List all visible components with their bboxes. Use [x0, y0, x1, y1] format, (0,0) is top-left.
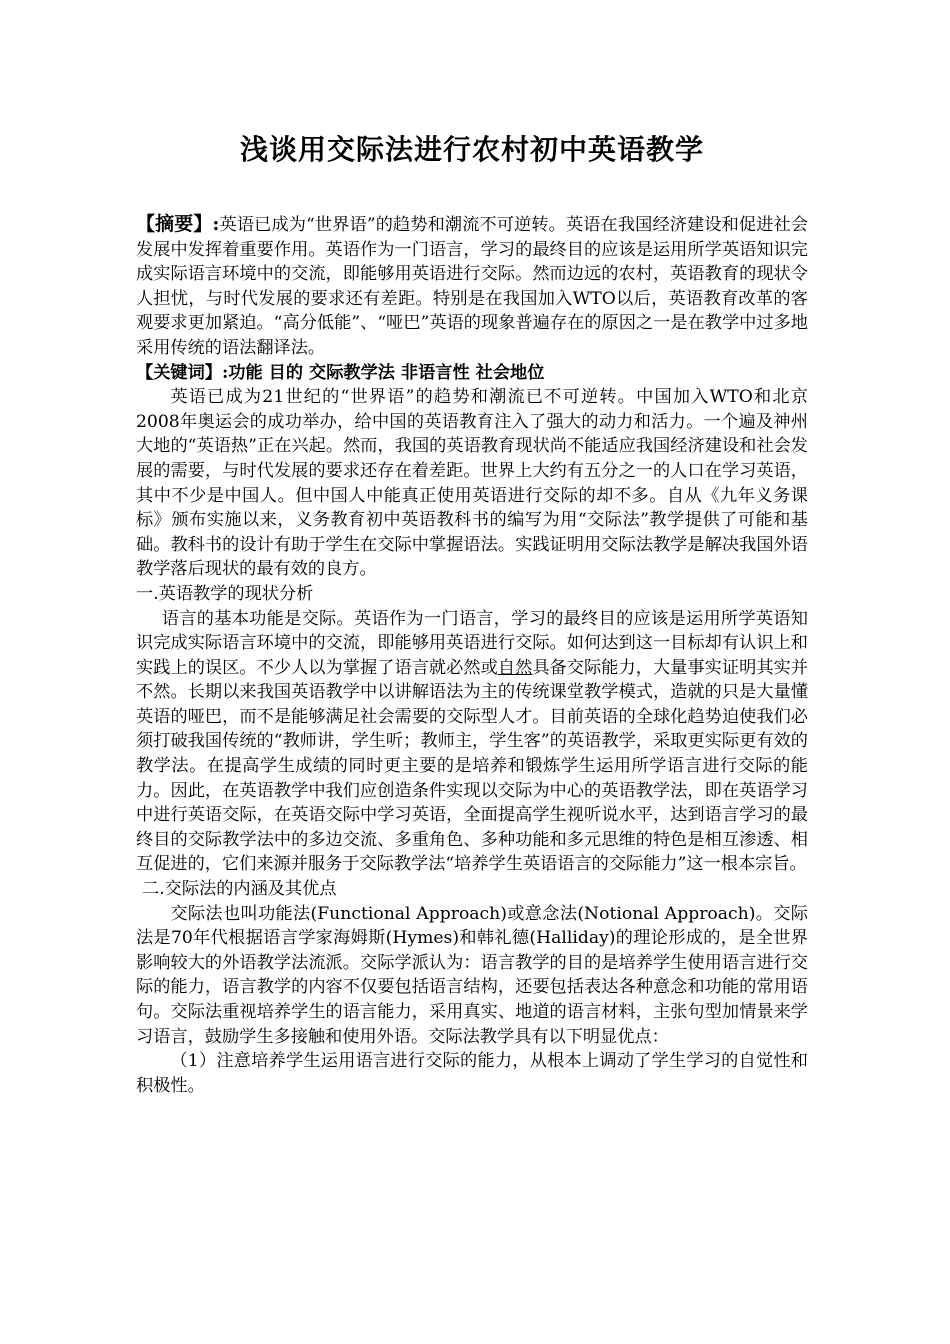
abstract-text: 英语已成为“世界语”的趋势和潮流不可逆转。英语在我国经济建设和促进社会发展中发挥着重要作用。英语作为一门语言，学习的最终目的应该是运用所学英语知识完成实际语言环境中的交流，即能够用英语进行交际。然而边远的农村，英语教育的现状令人担忧，与时代发展的要求还有差距。特别是在我国加入WTO以后，英语教育改革的客观要求更加紧迫。“高分低能”、“哑巴”英语的现象普遍存在的原因之一是在教学中过多地采用传统的语法翻译法。	[136, 215, 809, 358]
section-2-heading: 二.交际法的内涵及其优点	[142, 879, 337, 900]
keywords-text: 功能 目的 交际教学法 非语言性 社会地位	[228, 362, 545, 383]
section-1-paragraph	[136, 607, 808, 878]
keywords-line	[136, 361, 808, 386]
section-1-text-before: 语言的基本功能是交际。英语作为一门语言，学习的最终目的应该是运用所学英语知识完成实际语言环境中的交流，即能够用英语进行交际。如何达到这一目标却有认识上和实践上的误区。不少人以为掌握了语言就必然或	[136, 608, 808, 678]
section-1-underlined-word: 自然	[497, 657, 533, 678]
abstract-paragraph	[136, 212, 808, 361]
section-1-heading: 一.英语教学的现状分析	[136, 583, 314, 604]
keywords-label: 【关键词】:	[136, 362, 229, 383]
section-2-paragraph: 交际法也叫功能法(Functional Approach)或意念法(Notional Approach)。交际法是70年代根据语言学家海姆斯(Hymes)和韩礼德(Halliday)的理论形成的，是全世界影响较大的外语教学法流派。交际学派认为：语言教学的目的是培养学生使用语言进行交际的能力，语言教学的内容不仅要包括语言结构，还要包括表达各种意念和功能的常用语句。交际法重视培养学生的语言能力，采用真实、地道的语言材料，主张句型加情景来学习语言，鼓励学生多接触和使用外语。交际法教学具有以下明显优点：	[136, 903, 808, 1047]
section-1-text-after: 具备交际能力，大量事实证明其实并不然。长期以来我国英语教学中以讲解语法为主的传统课堂教学模式，造就的只是大量懂英语的哑巴，而不是能够满足社会需要的交际型人才。目前英语的全球化趋势迫使我们必须打破我国传统的“教师讲，学生听；教师主，学生客”的英语教学，采取更实际更有效的教学法。在提高学生成绩的同时更主要的是培养和锻炼学生运用所学语言进行交际的能力。因此，在英语教学中我们应创造条件实现以交际为中心的英语教学法，即在英语学习中进行英语交际，在英语交际中学习英语，全面提高学生视听说水平，达到语言学习的最终目的交际教学法中的多边交流、多重角色、多种功能和多元思维的特色是相互渗透、相互促进的，它们来源并服务于交际教学法“培养学生英语语言的交际能力”这一根本宗旨。	[136, 657, 808, 875]
document-title: 浅谈用交际法进行农村初中英语教学	[239, 133, 704, 166]
intro-paragraph: 英语已成为21世纪的“世界语”的趋势和潮流已不可逆转。中国加入WTO和北京2008年奥运会的成功举办，给中国的英语教育注入了强大的动力和活力。一个遍及神州大地的“英语热”正在兴起。然而，我国的英语教育现状尚不能适应我国经济建设和社会发展的需要，与时代发展的要求还存在着差距。世界上大约有五分之一的人口在学习英语，其中不少是中国人。但中国人中能真正使用英语进行交际的却不多。自从《九年义务课标》颁布实施以来，义务教育初中英语教科书的编写为用“交际法”教学提供了可能和基础。教科书的设计有助于学生在交际中掌握语法。实践证明用交际法教学是解决我国外语教学落后现状的最有效的良方。	[136, 387, 808, 580]
document-page	[136, 128, 808, 1098]
section-2-point-1: （1）注意培养学生运用语言进行交际的能力，从根本上调动了学生学习的自觉性和积极性。	[136, 1051, 808, 1096]
abstract-label: 【摘要】:	[136, 213, 220, 235]
